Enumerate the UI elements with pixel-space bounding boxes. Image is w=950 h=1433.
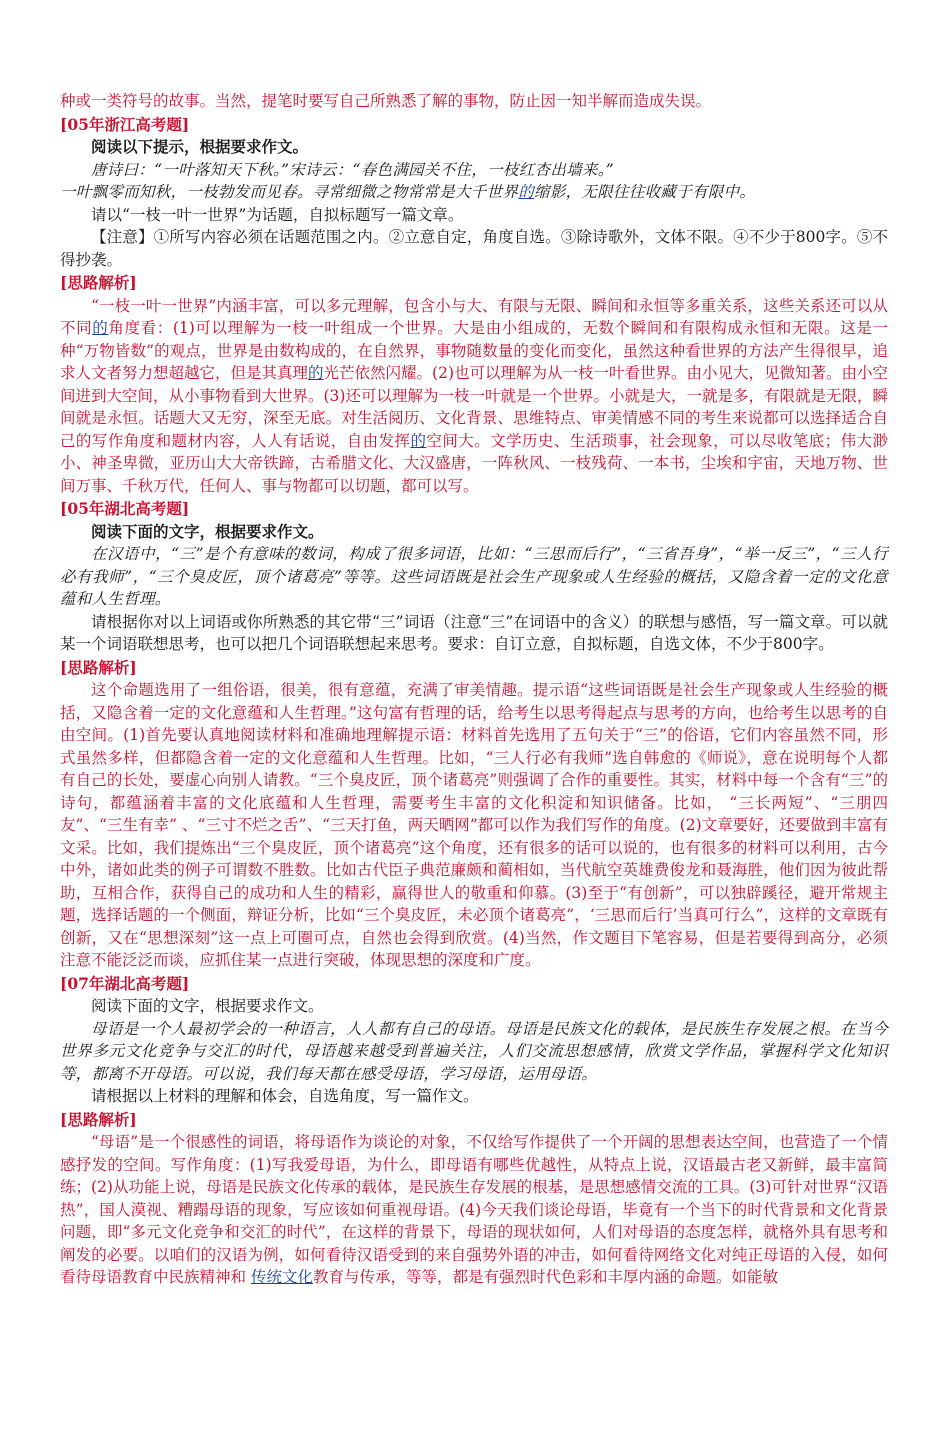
instruction-text: 阅读以下提示，根据要求作文。 [91, 137, 309, 156]
analysis-paragraph: “母语”是一个很感性的词语，将母语作为谈论的对象，不仅给写作提供了一个开阔的思想表达空间，也营造了一个情感抒发的空间。写作角度：(1)写我爱母语，为什么，即母语有哪些优越性，从特点上说，汉语最古老又新鲜，最丰富简练；(2)从功能上说，母语是民族文化传承的载体，是民族生存发展的根基，是思想感情交流的工具。(3)可针对世界“汉语热”，国人漠视、糟蹋母语的现象，写应该如何重视母语。(4)今天我们谈论母语，毕竟有一个当下的时代背景和文化背景问题，即“多元文化竞争和交汇的时代”，在这样的背景下，母语的现状如何，人们对母语的态度怎样，就格外具有思考和阐发的必要。以咱们的汉语为例，如何看待汉语受到的来自强势外语的冲击，如何看待网络文化对纯正母语的入侵，如何看待母语教育中民族精神和 传统文化教育与传承，等等，都是有强烈时代色彩和丰厚内涵的命题。如能敏 [60, 1133, 888, 1286]
task-text: 请以“一枝一叶一世界”为话题，自拟标题写一篇文章。 [91, 205, 464, 224]
analysis-header: [思路解析] [60, 1109, 137, 1129]
analysis-header: [思路解析] [60, 273, 137, 292]
continuation-paragraph: 种或一类符号的故事。当然，提笔时要写自己所熟悉了解的事物，防止因一知半解而造成失误。 [60, 92, 712, 110]
hyperlink[interactable]: 的 [518, 183, 535, 201]
poem-quote: 唐诗曰：“一叶落知天下秋。”宋诗云：“春色满园关不住，一枝红杏出墙来。” [91, 160, 614, 179]
hyperlink[interactable]: 的 [410, 431, 427, 450]
note-text: 【注意】①所写内容必须在话题范围之内。②立意自定，角度自选。③除诗歌外，文体不限。④不少于800字。⑤不得抄袭。 [60, 228, 888, 269]
material-text: 在汉语中，“三”是个有意味的数词，构成了很多词语，比如：“三思而后行”，“三省吾身”，“举一反三”，“三人行必有我师”，“三个臭皮匠，顶个诸葛亮”等等。这些词语既是社会生产现象或人生经验的概括，又隐含着一定的文化意蕴和人生哲理。 [60, 545, 888, 608]
analysis-header: [思路解析] [60, 657, 137, 677]
analysis-paragraph: “一枝一叶一世界”内涵丰富，可以多元理解，包含小与大、有限与无限、瞬间和永恒等多重关系，这些关系还可以从不同的角度看：(1)可以理解为一枝一叶组成一个世界。大是由小组成的，无数个瞬间和有限构成永恒和无限。这是一种“万物皆数”的观点，世界是由数构成的，在自然界，事物随数量的变化而变化，虽然这种看世界的方法产生得很早，追求人文者努力想超越它，但是其真理的光芒依然闪耀。(2)也可以理解为从一枝一叶看世界。由小见大，见微知著。由小空间进到大空间，从小事物看到大世界。(3)还可以理解为一枝一叶就是一个世界。小就是大，一就是多，有限就是无限，瞬间就是永恒。话题大又无穷，深至无底。对生活阅历、文化背景、思维特点、审美情感不同的考生来说都可以选择适合自己的写作角度和题材内容，人人有话说，自由发挥的空间大。文学历史、生活琐事，社会现象，可以尽收笔底；伟大渺小、神圣卑微，亚历山大大帝铁蹄，古希腊文化、大汉盛唐，一阵秋风、一枝残荷、一本书，尘埃和宇宙，天地万物、世间万事、千秋万代，任何人、事与物都可以切题，都可以写。 [60, 296, 888, 495]
material-text: 母语是一个人最初学会的一种语言，人人都有自己的母语。母语是民族文化的载体，是民族生存发展之根。在当今世界多元文化竞争与交汇的时代，母语越来越受到普遍关注，人们交流思想感情，欣赏文学作品，掌握科学文化知识等，都离不开母语。可以说，我们每天都在感受母语，学习母语，运用母语。 [60, 1019, 888, 1083]
task-text: 请根据你对以上词语或你所熟悉的其它带“三”词语（注意“三”在词语中的含义）的联想与感悟，写一篇文章。可以就某一个词语联想思考，也可以把几个词语联想起来思考。要求：自订立意，自拟标题，自选文体，不少于800字。 [60, 612, 888, 653]
section-header-hubei-05: [05年湖北高考题] [60, 499, 190, 518]
prompt-text: 一叶飘零而知秋，一枝勃发而见春。寻常细微之物常常是大千世界的缩影，无限往往收藏于有限中。 [60, 183, 756, 201]
section-header-hubei-07: [07年湖北高考题] [60, 973, 190, 993]
hyperlink[interactable]: 的 [308, 364, 324, 382]
instruction-text: 阅读下面的文字，根据要求作文。 [91, 521, 324, 541]
hyperlink[interactable]: 传统文化 [250, 1268, 313, 1286]
document-page [60, 90, 888, 1289]
section-header-zhejiang-05: [05年浙江高考题] [60, 114, 190, 134]
analysis-paragraph: 这个命题选用了一组俗语，很美，很有意蕴，充满了审美情趣。提示语“这些词语既是社会生产现象或人生经验的概括，又隐含着一定的文化意蕴和人生哲理。”这句富有哲理的话，给考生以思考得起点与思考的方向，也给考生以思考的自由空间。(1)首先要认真地阅读材料和准确地理解提示语：材料首先选用了五句关于“三”的俗语，它们内容虽然不同，形式虽然多样，但都隐含着一定的文化意蕴和人生哲理。比如，“三人行必有我师”选自韩愈的《师说》，意在说明每个人都有自己的长处，要虚心向别人请教。“三个臭皮匠，顶个诸葛亮”则强调了合作的重要性。其实，材料中每一个含有“三”的诗句，都蕴涵着丰富的文化底蕴和人生哲理，需要考生丰富的文化积淀和知识储备。比如， “三长两短”、“三朋四友”、“三生有幸” 、“三寸不烂之舌”、“三天打鱼，两天晒网”都可以作为我们写作的角度。(2)文章要好，还要做到丰富有文采。比如，我们提炼出“三个臭皮匠，顶个诸葛亮”这个角度，还有很多的话可以说的，也有很多的材料可以利用，古今中外，诸如此类的例子可谓数不胜数。比如古代臣子典范廉颇和蔺相如，当代航空英雄费俊龙和聂海胜，他们因为彼此帮助，互相合作，获得自己的成功和人生的精彩，赢得世人的敬重和仰慕。(3)至于“有创新”，可以独辟蹊径，避开常规主题，选择话题的一个侧面，辩证分析，比如“三个臭皮匠，未必顶个诸葛亮”，‘三思而后行’当真可行么”，这样的文章既有创新，又在“思想深刻”这一点上可圈可点，自然也会得到欣赏。(4)当然，作文题目下笔容易，但是若要得到高分，必须注意不能泛泛而谈，应抓住某一点进行突破，体现思想的深度和广度。 [60, 681, 888, 969]
instruction-text: 阅读下面的文字，根据要求作文。 [91, 997, 324, 1015]
task-text: 请根据以上材料的理解和体会，自选角度，写一篇作文。 [91, 1087, 479, 1105]
hyperlink[interactable]: 的 [92, 319, 109, 337]
